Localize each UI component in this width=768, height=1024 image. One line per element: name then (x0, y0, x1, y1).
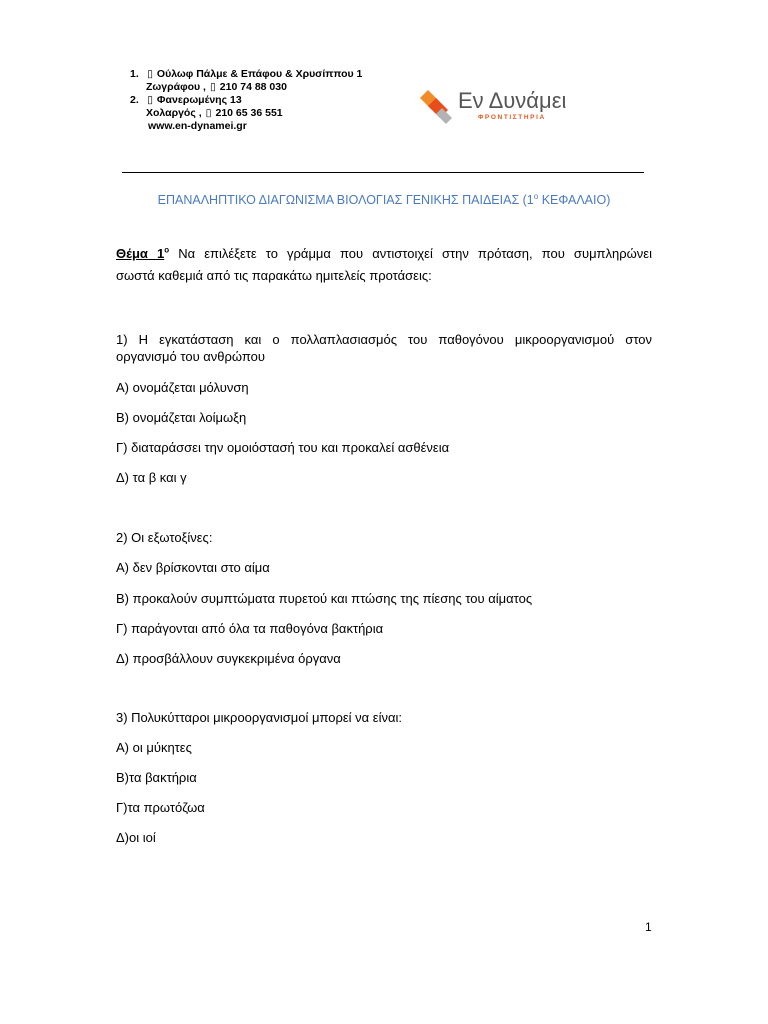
question-1-stem: 1) Η εγκατάσταση και ο πολλαπλασιασμός του παθογόνου μικροοργανισμού στον (116, 332, 652, 347)
logo-subtitle: ΦΡΟΝΤΙΣΤΗΡΙΑ (478, 114, 546, 121)
question-2-option-b: Β) προκαλούν συμπτώματα πυρετού και πτώσης της πίεσης του αίματος (116, 591, 533, 606)
question-2-stem: 2) Οι εξωτοξίνες: (116, 530, 213, 545)
question-3-option-a: Α) οι μύκητες (116, 740, 192, 755)
header-divider (122, 172, 644, 173)
website-link[interactable]: www.en-dynamei.gr (148, 120, 247, 132)
question-3-option-b: Β)τα βακτήρια (116, 770, 197, 785)
contact-block (130, 68, 362, 133)
missing-glyph-icon: ▯ (147, 94, 153, 106)
logo (418, 84, 608, 124)
address-1-line-2: Ζωγράφου , ▯ 210 74 88 030 (146, 81, 287, 93)
address-2-line-1: 2. ▯ Φανερωμένης 13 (130, 94, 242, 106)
question-3-option-c: Γ)τα πρωτόζωα (116, 800, 205, 815)
question-2-option-a: Α) δεν βρίσκονται στο αίμα (116, 560, 270, 575)
question-1-option-c: Γ) διαταράσσει την ομοιόστασή του και προκαλεί ασθένεια (116, 440, 450, 455)
logo-name: Εν Δυνάμει (458, 88, 567, 113)
question-1-option-d: Δ) τα β και γ (116, 470, 187, 485)
address-1-line-1: 1. ▯ Ούλωφ Πάλμε & Επάφου & Χρυσίππου 1 (130, 68, 363, 80)
question-3-option-d: Δ)οι ιοί (116, 830, 156, 845)
question-1-option-a: Α) ονομάζεται μόλυνση (116, 380, 249, 395)
page-number: 1 (645, 920, 652, 934)
phone-icon: ▯ (205, 107, 212, 119)
question-2-option-c: Γ) παράγονται από όλα τα παθογόνα βακτήρια (116, 621, 384, 636)
question-3-stem: 3) Πολυκύτταροι μικροοργανισμοί μπορεί να είναι: (116, 710, 402, 725)
address-2-line-2: Χολαργός , ▯ 210 65 36 551 (146, 107, 283, 119)
exam-title: ΕΠΑΝΑΛΗΠΤΙΚΟ ΔΙΑΓΩΝΙΣΜΑ ΒΙΟΛΟΓΙΑΣ ΓΕΝΙΚΗΣ ΠΑΙΔΕΙΑΣ ($1^o$ ΚΕΦΑΛΑΙΟ) (157, 191, 611, 207)
question-1-stem-cont: οργανισμό του ανθρώπου (116, 349, 266, 364)
missing-glyph-icon: ▯ (147, 68, 153, 80)
thema-intro-line-1: Θέμα $1^o$ Να επιλέξετε το γράμμα που αντιστοιχεί στην πρόταση, που συμπληρώνει (116, 245, 652, 261)
thema-intro-line-2: σωστά καθεμιά από τις παρακάτω ημιτελείς προτάσεις: (116, 268, 432, 283)
question-2-option-d: Δ) προσβάλλουν συγκεκριμένα όργανα (116, 651, 341, 666)
question-1-option-b: Β) ονομάζεται λοίμωξη (116, 410, 247, 425)
phone-icon: ▯ (209, 81, 216, 93)
logo-mark-icon (418, 84, 458, 124)
